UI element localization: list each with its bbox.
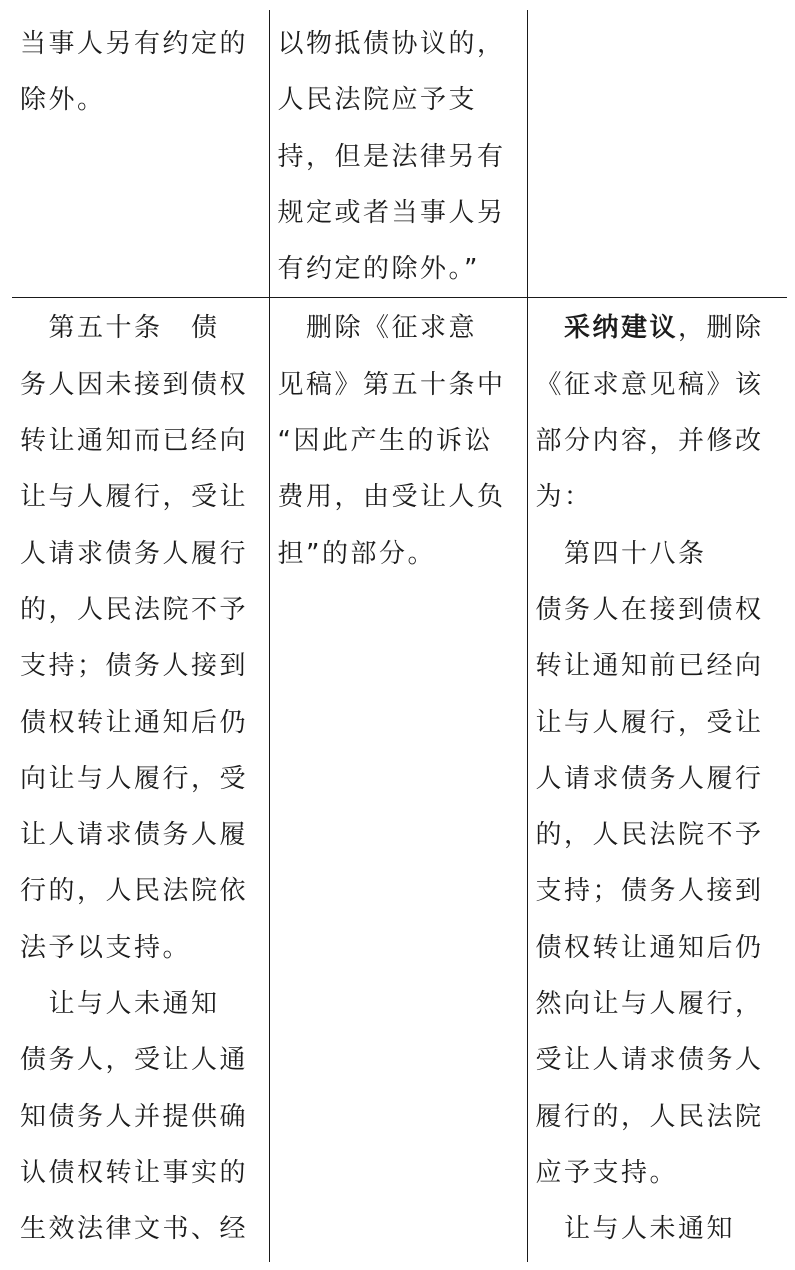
text-line: 第五十条 债 [20,313,220,344]
text-line: 的，人民法院不予 [20,594,249,625]
text-line: 除外。 [20,85,106,116]
text-line: 债权转让通知后仍 [20,707,249,738]
text-line: 转让通知而已经向 [20,426,249,457]
suggestion-cell [269,298,527,1262]
text-line: 人请求债务人履行 [20,538,249,569]
text-line: 持，但是法律另有 [277,141,506,172]
text-line: 支持；债务人接到 [535,876,764,907]
response-cell [527,10,787,298]
text-line: 人请求债务人履行 [535,763,764,794]
table-row [12,298,787,1262]
comparison-table [12,10,787,1262]
text-line: 认债权转让事实的 [20,1157,249,1188]
text-line: 让与人履行，受让 [20,482,249,513]
text-line: 务人因未接到债权 [20,369,249,400]
text-line: 债务人，受让人通 [20,1045,249,1076]
text-line: 转让通知前已经向 [535,651,764,682]
text-line: 删除《征求意 [277,313,478,344]
text-line: 有约定的除外。” [277,254,480,285]
text-line: 然向让与人履行， [535,989,764,1020]
text-line: 支持；债务人接到 [20,651,249,682]
text-line [536,300,782,356]
text-line: 担”的部分。 [277,538,436,569]
text-line: 向让与人履行，受 [20,763,249,794]
text-line: 的，人民法院不予 [535,820,764,851]
text-line: 第四十八条 [535,538,707,569]
text-line: 当事人另有约定的 [20,29,249,59]
text-line: 让与人履行，受让 [535,707,764,738]
text-line: 部分内容，并修改 [535,426,764,457]
text-line: 应予支持。 [535,1157,679,1188]
text-line: 债务人在接到债权 [535,594,764,625]
text-line: 让与人未通知 [535,1214,736,1245]
adopted-label: 采纳建议 [564,313,679,344]
text-line: 为： [535,482,593,513]
text-line: 履行的，人民法院 [535,1101,764,1132]
text-line: 知债务人并提供确 [20,1101,249,1132]
text-line: 行的，人民法院依 [20,876,249,907]
response-cell [527,298,787,1262]
text-line: 让与人未通知 [20,989,220,1020]
text-line: 以物抵债协议的， [277,29,506,59]
table-row [12,10,787,298]
text-line: 规定或者当事人另 [277,197,506,228]
text-line: 受让人请求债务人 [535,1045,764,1076]
original-provision-cell [12,298,269,1262]
text-line: “因此产生的诉讼 [277,426,493,457]
text-line: 见稿》第五十条中 [277,369,506,400]
text-line: 生效法律文书、经 [20,1214,249,1245]
suggestion-cell [269,10,527,298]
text-line: 《征求意见稿》该 [535,369,764,400]
text-line: 费用，由受让人负 [277,482,506,513]
original-provision-cell [12,10,269,298]
text-line: 债权转让通知后仍 [535,932,764,963]
text-line: 法予以支持。 [20,932,192,963]
text-line: 让人请求债务人履 [20,820,249,851]
text-line: 人民法院应予支 [277,85,478,116]
text-fragment: ，删除 [678,313,764,344]
